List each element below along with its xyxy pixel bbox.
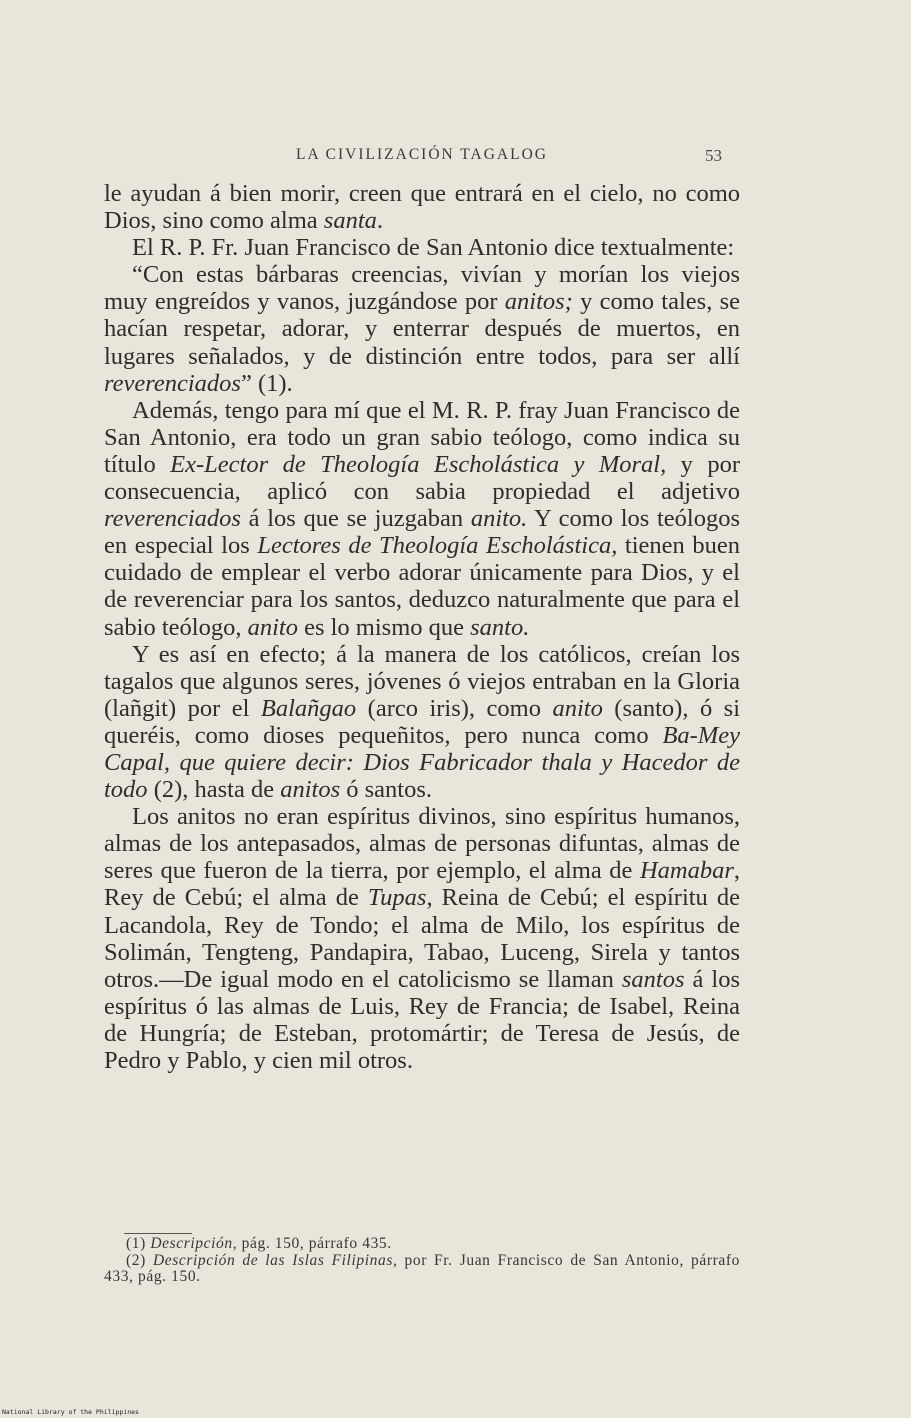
text-run: . [376, 207, 384, 235]
text-run: (arco iris), como [356, 694, 553, 722]
italic-text-run: anito [247, 613, 298, 641]
italic-text-run: Ex-Lector de Theología Escholástica y Moral, [170, 450, 667, 478]
paragraph [104, 180, 740, 234]
text-run: , Rey de Cebú; el alma de [104, 857, 740, 912]
text-run: Los anitos no eran espíritus divinos, sino espíritus humanos, almas de los antepasados, almas de personas difuntas, almas de seres que fueron de la tierra, por ejemplo, el alma de [104, 803, 740, 885]
italic-text-run: anito. [470, 505, 528, 533]
page-number: 53 [705, 146, 722, 165]
body-text [104, 180, 740, 1074]
paragraph [104, 397, 740, 641]
italic-text-run: anitos [280, 776, 341, 804]
italic-text-run: Balañgao [260, 694, 357, 722]
text-run: le ayudan á bien morir, creen que entrará en el cielo, no como Dios, sino como alma [104, 180, 740, 235]
paragraph [104, 261, 740, 396]
text-run: “Con estas bárbaras creencias, vivían y morían los viejos muy engreídos y vanos, juzgándose por [104, 261, 740, 316]
italic-text-run: Lectores de Theología Escholástica, [257, 532, 618, 560]
footnote-rule [124, 1233, 192, 1234]
text-run: Y es así en efecto; á la manera de los católicos, creían los tagalos que algunos seres, jóvenes ó viejos entraban en la Gloria (lañgit) por el [104, 640, 740, 722]
text-run: ” (1). [240, 369, 293, 397]
text-run: (1) [126, 1235, 151, 1252]
text-run: Y como los teólogos en especial los [104, 505, 741, 560]
running-title: LA CIVILIZACIÓN TAGALOG [296, 146, 548, 163]
text-run: á los que se juzgaban [240, 505, 471, 533]
text-run: (santo), ó si queréis, como dioses pequeñitos, pero nunca como [104, 694, 741, 749]
text-run: Además, tengo para mí que el M. R. P. fray Juan Francisco de San Antonio, era todo un gran sabio teólogo, como indica su título [104, 396, 740, 478]
text-run: (2), hasta de [147, 776, 281, 804]
italic-text-run: Descripción, [150, 1235, 238, 1252]
italic-text-run: reverenciados [104, 505, 241, 533]
italic-text-run: Descripción de las Islas Filipinas, [152, 1251, 398, 1269]
text-run: á los espíritus ó las almas de Luis, Rey de Francia; de Isabel, Reina de Hungría; de Esteban, protomártir; de Teresa de Jesús, de Pedro y Pablo, y cien mil otros. [104, 965, 740, 1074]
footnote [104, 1236, 740, 1253]
paragraph [104, 641, 740, 804]
italic-text-run: anito [552, 694, 603, 722]
library-credit: National Library of the Philippines [2, 1408, 139, 1416]
text-run: (2) [126, 1251, 153, 1269]
text-run: tienen buen cuidado de emplear el verbo adorar únicamente para Dios, y el de reverenciar para los santos, deduzco naturalmente que para el sabio teólogo, [104, 532, 740, 641]
text-run: El R. P. Fr. Juan Francisco de San Antonio dice textualmente: [132, 234, 735, 262]
text-run: es lo mismo que [297, 613, 471, 641]
footnote [104, 1253, 740, 1286]
italic-text-run: santo. [470, 613, 530, 641]
text-run: pág. 150, párrafo 435. [237, 1235, 392, 1252]
italic-text-run: Hamabar [639, 857, 734, 885]
italic-text-run: anitos; [504, 288, 573, 316]
text-run: , Reina de Cebú; el espíritu de Lacandola, Rey de Tondo; el alma de Milo, los espíritus de Solimán, Tengteng, Pandapira, Tabao, Luceng, Sirela y tantos otros.—De igual modo en el catolicismo se llaman [104, 884, 740, 993]
text-run: y por consecuencia, aplicó con sabia propiedad el adjetivo [104, 450, 741, 506]
footnotes [104, 1236, 740, 1286]
italic-text-run: Ba-Mey Capal, que quiere decir: Dios Fabricador thala y Hacedor de todo [104, 721, 740, 804]
text-run: ó santos. [340, 776, 433, 804]
italic-text-run: Tupas [367, 884, 427, 912]
paragraph [104, 234, 740, 261]
text-run: y como tales, se hacían respetar, adorar, y enterrar después de muertos, en lugares señalados, y de distinción entre todos, para ser allí [104, 288, 740, 370]
italic-text-run: santa [323, 207, 377, 235]
running-head [104, 146, 740, 170]
paragraph [104, 803, 740, 1074]
italic-text-run: santos [621, 965, 685, 993]
text-run: por Fr. Juan Francisco de San Antonio, párrafo 433, pág. 150. [104, 1251, 740, 1285]
italic-text-run: reverenciados [104, 369, 241, 397]
